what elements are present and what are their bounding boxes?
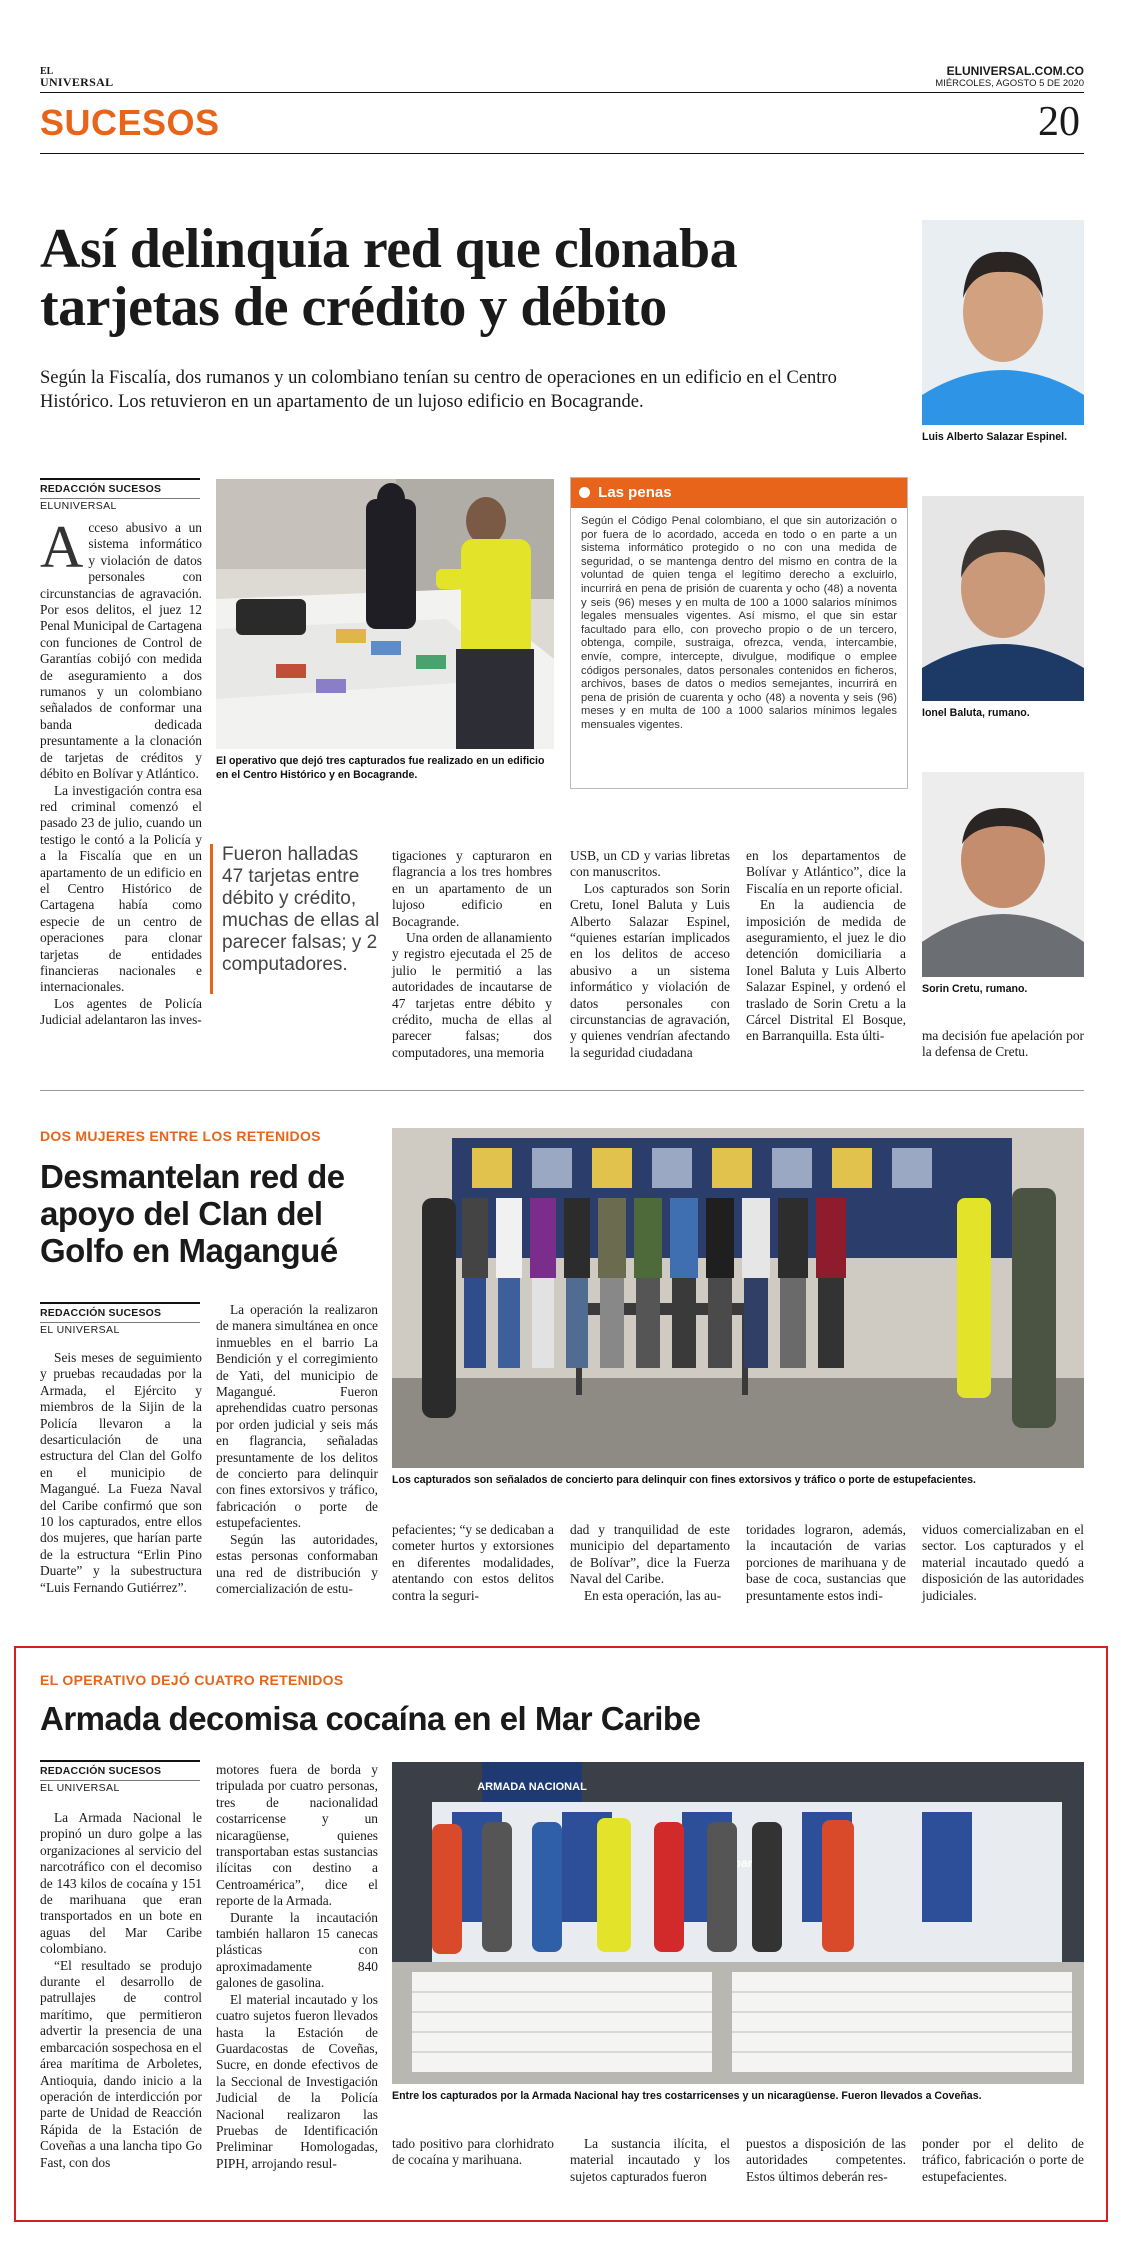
story2-photo-caption: Los capturados son señalados de concierto para delinquir con fines extorsivos y tráfico o porte de estupefacientes. bbox=[392, 1474, 976, 1486]
story1-column-6: ma decisión fue apelación por la defensa de Cretu. bbox=[922, 1028, 1084, 1060]
bullet-dot-icon bbox=[579, 487, 590, 498]
portrait-icon bbox=[922, 496, 1084, 701]
story3-photo bbox=[392, 1762, 1084, 2084]
story2-photo bbox=[392, 1128, 1084, 1468]
mugshot-salazar bbox=[922, 220, 1084, 425]
story2-byline: REDACCIÓN SUCESOS EL UNIVERSAL bbox=[40, 1302, 200, 1337]
story2-headline: Desmantelan red de apoyo del Clan del Golfo en Magangué bbox=[40, 1158, 345, 1269]
mugshot-caption-baluta: Ionel Baluta, rumano. bbox=[922, 707, 1030, 719]
story3-column-1: La Armada Nacional le propinó un duro golpe a las organizaciones al servicio del narcotráfico con el decomiso de 143 kilos de cocaína y 151 de marihuana que eran transportados en un bote en aguas del Mar Caribe colombiano. “El resultado se produjo durante el desarrollo de patrullajes de control marítimo, que permitieron advertir la presencia de una embarcación sospechosa en el área marítima de Arboletes, Antioquia, dando inicio a la operación de interdicción por parte de Unidad de Reacción Rápida de la Estación de Coveñas a una lancha tipo Go Fast, con dos bbox=[40, 1810, 202, 2170]
story3-kicker: EL OPERATIVO DEJÓ CUATRO RETENIDOS bbox=[40, 1672, 344, 1688]
story1-byline: REDACCIÓN SUCESOS ELUNIVERSAL bbox=[40, 478, 200, 513]
pullquote-text: Fueron halladas 47 tarjetas entre débito y crédito, muchas de ellas al parecer falsas; y 2 computadores. bbox=[222, 844, 380, 975]
section-rule bbox=[40, 153, 1084, 154]
sidebar-body: Según el Código Penal colombiano, el que sin autorización o por fuera de lo acordado, acceda en todo o en parte a un sistema informático protegido o no con una medida de seguridad, o se mantenga dentro del mismo en contra de la voluntad de quien tenga el legítimo derecho a excluirlo, incurrirá en pena de prisión de cuarenta y ocho (48) a noventa y seis (96) meses y en multa de 100 a 1000 salarios mínimos legales mensuales vigentes. Así mismo, el que sin estar facultado para ello, con provecho propio o de un tercero, obtenga, compile, sustraiga, ofrezca, venda, intercambie, envíe, compre, intercepte, divulgue, modifique o emplee códigos personales, datos personales contenidos en ficheros, archivos, bases de datos o medios semejantes, incurrirá en pena de prisión de cuarenta y ocho (48) a noventa y seis (96) meses y en multa de 100 a 1000 salarios mínimos legales mensuales vigentes. bbox=[581, 515, 897, 731]
story1-column-4: USB, un CD y varias libretas con manuscritos. Los capturados son Sorin Cretu, Ionel Baluta y Luis Alberto Salazar Espinel, “quienes estarían implicados en los delitos de acceso abusivo a un sistema informático y violación de datos personales con circunstancias de agravación, y quienes vendrían afectando la seguridad ciudadana bbox=[570, 848, 730, 1060]
story1-headline: Así delinquía red que clonaba tarjetas de crédito y débito bbox=[40, 218, 738, 338]
dropcap: A bbox=[40, 514, 84, 580]
page-number: 20 bbox=[1038, 99, 1080, 145]
story3-headline: Armada decomisa cocaína en el Mar Caribe bbox=[40, 1700, 701, 1737]
divider-story1 bbox=[40, 1090, 1084, 1091]
story2-column-3: pefacientes; “y se dedicaban a cometer hurtos y extorsiones en diferentes modalidades, atentando con estos delitos contra la seguri- bbox=[392, 1522, 554, 1603]
story3-column-6: ponder por el delito de tráfico, fabricación o porte de estupefacientes. bbox=[922, 2136, 1084, 2184]
story2-column-5: toridades lograron, además, la incautación de varias porciones de marihuana y de base de coca, sustancias que presuntamente estos indi- bbox=[746, 1522, 906, 1603]
site-url: ELUNIVERSAL.COM.CO bbox=[946, 64, 1084, 78]
sidebar-header bbox=[571, 478, 907, 508]
detainees-lineup-illustration bbox=[392, 1128, 1084, 1468]
mugshot-caption-cretu: Sorin Cretu, rumano. bbox=[922, 983, 1028, 995]
story1-column-5: en los departamentos de Bolívar y Atlántico”, dice la Fiscalía en un reporte oficial. En la audiencia de imposición de medida de aseguramiento, el juez le dio detención domiciliaria a Ionel Baluta y Luis Alberto Salazar Espinel, y ordenó el traslado de Sorin Cretu a la Cárcel Distrital El Bosque, en Barranquilla. Esta últi- bbox=[746, 848, 906, 1044]
masthead bbox=[40, 64, 1084, 174]
story2-column-4: dad y tranquilidad de este municipio del departamento de Bolívar”, dice la Fuerza Naval del Caribe. En esta operación, las au- bbox=[570, 1522, 730, 1603]
logo-line2: UNIVERSAL bbox=[40, 75, 114, 89]
story3-photo-caption: Entre los capturados por la Armada Nacional hay tres costarricenses y un nicaragüense. Fueron llevados a Coveñas. bbox=[392, 2090, 982, 2102]
mugshot-baluta bbox=[922, 496, 1084, 701]
pullquote-rule bbox=[210, 844, 213, 994]
logo bbox=[40, 66, 113, 88]
story1-photo bbox=[216, 479, 554, 749]
sidebar-title: Las penas bbox=[598, 484, 672, 501]
story3-column-2: motores fuera de borda y tripulada por cuatro personas, tres de nacionalidad costarricense y un nicaragüense, quienes transportaban estas sustancias ilícitas con destino a Centroamérica”, dice el reporte de la Armada. Durante la incautación también hallaron 15 canecas plásticas con aproximadamente 840 galones de gasolina. El material incautado y los cuatro sujetos fueron llevados hasta la Estación de Guardacostas de Coveñas, Sucre, en donde efectivos de la Seccional de Investigación Judicial de la Policía Nacional realizaron las Pruebas de Identificación Preliminar Homologadas, PIPH, arrojando resul- bbox=[216, 1762, 378, 2171]
story2-column-2: La operación la realizaron de manera simultánea en once inmuebles en el barrio La Bendición y el corregimiento de Yati, del municipio de Magangué. Fueron aprehendidas cuatro personas por orden judicial y seis más en flagrancia, señaladas presuntamente de los delitos de concierto para delinquir con fines extorsivos y tráfico, fabricación o porte de estupefacientes. Según las autoridades, estas personas conformaban una red de distribución y comercialización de estu- bbox=[216, 1302, 378, 1596]
story1-deck: Según la Fiscalía, dos rumanos y un colombiano tenían su centro de operaciones en un edificio en el Centro Histórico. Los retuvieron en un apartamento de un lujoso edificio en Bocagrande. bbox=[40, 368, 837, 412]
portrait-icon bbox=[922, 220, 1084, 425]
photo-sign-text: ARMADA NACIONAL bbox=[477, 1781, 587, 1793]
mugshot-caption-salazar: Luis Alberto Salazar Espinel. bbox=[922, 431, 1068, 443]
story3-column-5: puestos a disposición de las autoridades competentes. Estos últimos deberán res- bbox=[746, 2136, 906, 2184]
story2-column-6: viduos comercializaban en el sector. Los capturados y el material incautado quedó a disposición de las autoridades judiciales. bbox=[922, 1522, 1084, 1603]
pullquote bbox=[210, 844, 382, 976]
section-title: SUCESOS bbox=[40, 102, 220, 143]
story1-column-1: Acceso abusivo a un sistema informático y violación de datos personales con circunstancias de agravación. Por esos delitos, el juez 12 Penal Municipal de Cartagena con funciones de Control de Garantías cobijó con medida de aseguramiento a dos rumanos y un colombiano señalados de conformar una banda dedicada presuntamente a la clonación de tarjetas de créditos y débito en Bolívar y Atlántico. La investigación contra esa red criminal comenzó el pasado 23 de julio, cuando un testigo le contó a la Policía y a la Fiscalía que en un apartamento de un edificio en el Centro Histórico de Cartagena había como especie de un centro de operaciones para clonar tarjetas de entidades financieras nacionales e internacionales. Los agentes de Policía Judicial adelantaron las inves- bbox=[40, 514, 202, 1028]
story3-byline: REDACCIÓN SUCESOS EL UNIVERSAL bbox=[40, 1760, 200, 1795]
mugshot-cretu bbox=[922, 772, 1084, 977]
story1-column-3: tigaciones y capturaron en flagrancia a los tres hombres en un apartamento de un lujoso edificio en Bocagrande. Una orden de allanamiento y registro ejecutada el 25 de julio le permitió a las autoridades de incautarse de 47 tarjetas entre débito y crédito, mucha de ellas al parecer falsas; dos computadores, una memoria bbox=[392, 848, 552, 1060]
logo-line1: EL bbox=[40, 66, 54, 77]
story1-photo-caption: El operativo que dejó tres capturados fue realizado en un edificio en el Centro Histórico y en Bocagrande. bbox=[216, 755, 545, 781]
issue-date: MIÉRCOLES, AGOSTO 5 DE 2020 bbox=[935, 78, 1084, 89]
operation-scene-illustration bbox=[216, 479, 554, 749]
penalties-sidebar bbox=[570, 477, 908, 789]
portrait-icon bbox=[922, 772, 1084, 977]
masthead-rule bbox=[40, 92, 1084, 93]
seized-drugs-illustration bbox=[392, 1762, 1084, 2084]
story2-kicker: DOS MUJERES ENTRE LOS RETENIDOS bbox=[40, 1128, 321, 1144]
story2-column-1: Seis meses de seguimiento y pruebas recaudadas por la Armada, el Ejército y miembros de la Sijin de la Policía llevaron a la desarticulación de una estructura del Clan del Golfo en el municipio de Magangué. La Fueza Naval del Caribe confirmó que son 10 los capturados, entre ellos dos mujeres, que harían parte de la estructura “Erlin Pino Duarte” y la subestructura “Luis Fernando Gutiérrez”. bbox=[40, 1350, 202, 1595]
story3-column-4: La sustancia ilícita, el material incautado y los sujetos capturados fueron bbox=[570, 2136, 730, 2184]
story3-column-3: tado positivo para clorhidrato de cocaína y marihuana. bbox=[392, 2136, 554, 2168]
